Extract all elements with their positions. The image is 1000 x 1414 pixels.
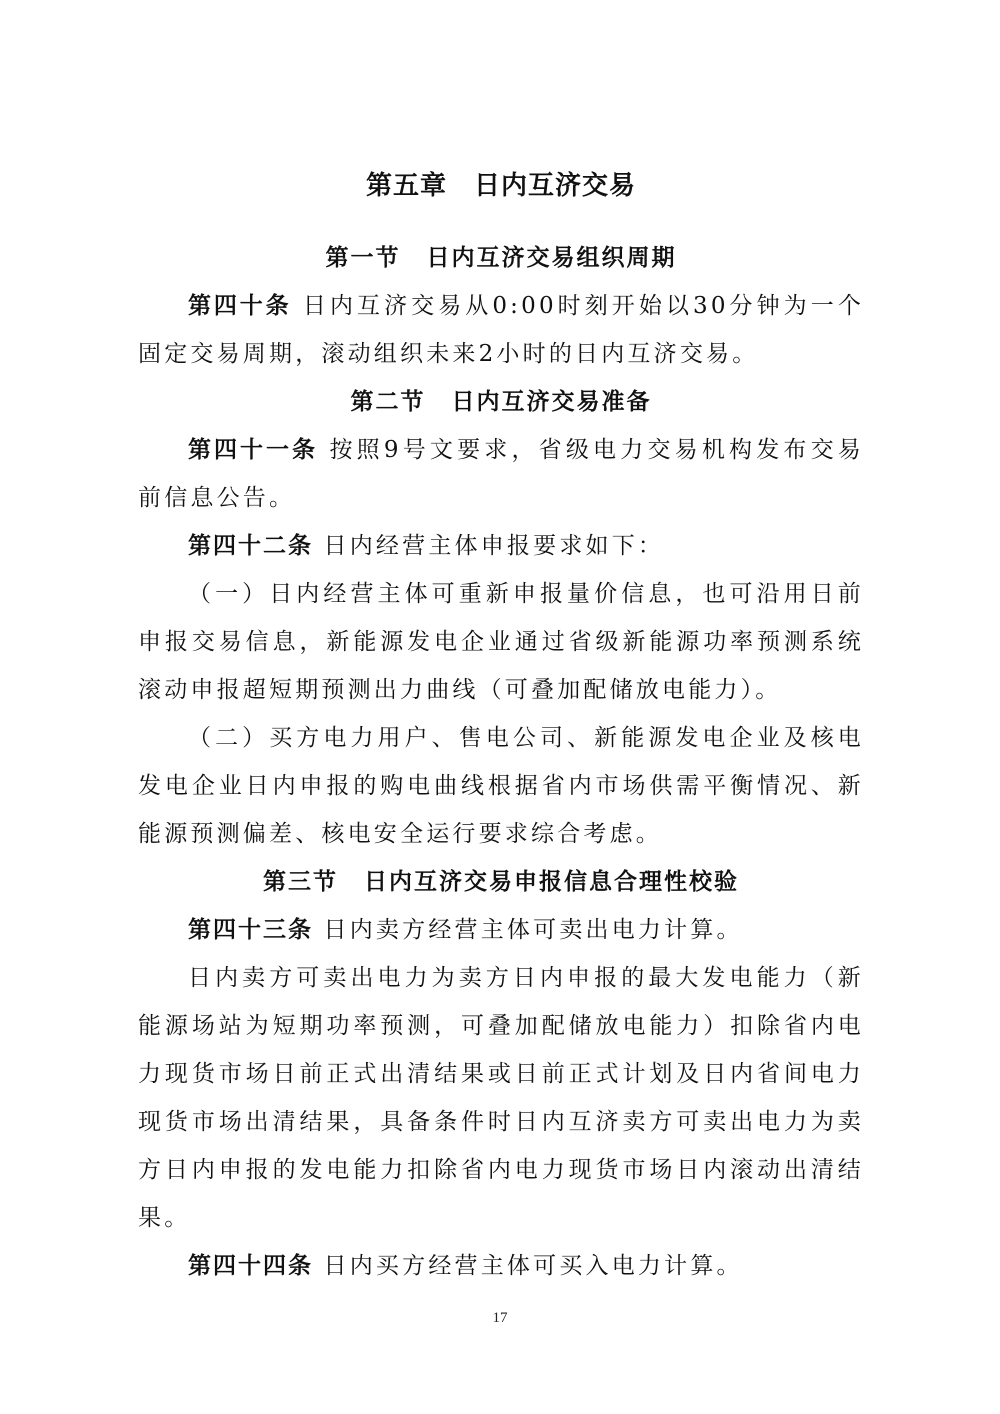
article-number: 第四十一条	[188, 437, 318, 463]
article-text: 日内买方经营主体可买入电力计算。	[323, 1253, 743, 1279]
section-title: 日内互济交易组织周期	[426, 244, 677, 271]
page-content	[138, 166, 864, 1290]
article-text: 日内卖方经营主体可卖出电力计算。	[323, 917, 743, 943]
list-paragraph: （二）买方电力用户、售电公司、新能源发电企业及核电发电企业日内申报的购电曲线根据省内市场供需平衡情况、新能源预测偏差、核电安全运行要求综合考虑。	[138, 725, 864, 847]
article-paragraph	[138, 906, 864, 954]
section-1	[138, 234, 864, 378]
article-paragraph	[138, 282, 864, 378]
section-title: 日内互济交易申报信息合理性校验	[364, 868, 739, 895]
article-paragraph	[138, 522, 864, 570]
section-3	[138, 858, 864, 1290]
section-heading	[138, 378, 864, 426]
article-paragraph	[138, 426, 864, 522]
article-text: 按照9号文要求，省级电力交易机构发布交易前信息公告。	[138, 437, 864, 511]
article-text: 日内互济交易从0:00时刻开始以30分钟为一个固定交易周期，滚动组织未来2小时的日内互济交易。	[138, 293, 865, 367]
article-number: 第四十三条	[188, 917, 313, 943]
section-heading	[138, 234, 864, 282]
list-paragraph: （一）日内经营主体可重新申报量价信息，也可沿用日前申报交易信息，新能源发电企业通过省级新能源功率预测系统滚动申报超短期预测出力曲线（可叠加配储放电能力）。	[138, 581, 864, 703]
article-number: 第四十四条	[188, 1253, 313, 1279]
section-number: 第一节	[325, 244, 401, 271]
chapter-title: 第五章 日内互济交易	[365, 171, 636, 201]
section-heading	[138, 858, 864, 906]
article-number: 第四十二条	[188, 533, 313, 559]
section-2	[138, 378, 864, 858]
article-text: 日内经营主体申报要求如下：	[323, 533, 665, 559]
page-number: 17	[492, 1310, 508, 1326]
body-paragraph: 日内卖方可卖出电力为卖方日内申报的最大发电能力（新能源场站为短期功率预测，可叠加配储放电能力）扣除省内电力现货市场日前正式出清结果或日前正式计划及日内省间电力现货市场出清结果，具备条件时日内互济卖方可卖出电力为卖方日内申报的发电能力扣除省内电力现货市场日内滚动出清结果。	[138, 965, 864, 1231]
section-title: 日内互济交易准备	[451, 388, 652, 415]
section-number: 第二节	[350, 388, 426, 415]
article-paragraph	[138, 1242, 864, 1290]
article-number: 第四十条	[188, 293, 292, 319]
section-number: 第三节	[263, 868, 338, 895]
